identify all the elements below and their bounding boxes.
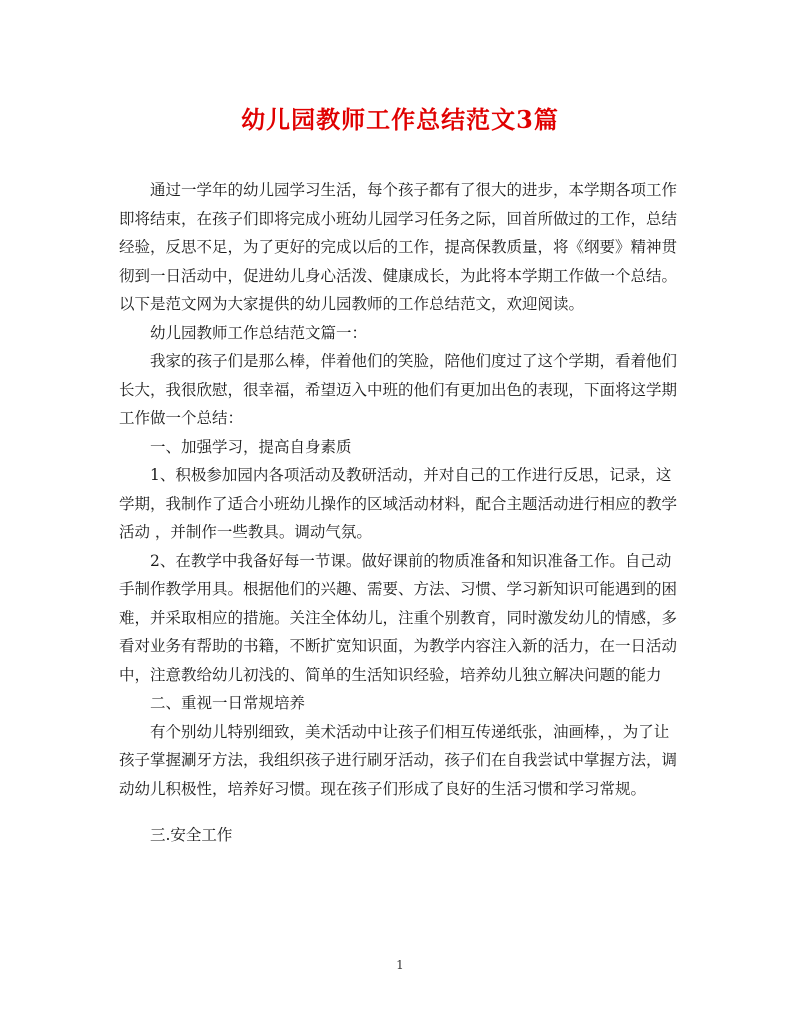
paragraph-study-1: 1、积极参加园内各项活动及教研活动，并对自己的工作进行反思，记录，这学期，我制作了适合小班幼儿操作的区域活动材料，配合主题活动进行相应的教学活动 ，并制作一些教具。调动气氛。 — [119, 466, 678, 541]
section-heading-article-one: 幼儿园教师工作总结范文篇一： — [150, 323, 368, 342]
paragraph-opening: 我家的孩子们是那么棒，伴着他们的笑脸，陪他们度过了这个学期，看着他们长大，我很欣慰，很幸福，希望迈入中班的他们有更加出色的表现，下面将这学期工作做一个总结： — [119, 352, 678, 427]
paragraph-study-2: 2、在教学中我备好每一节课。做好课前的物质准备和知识准备工作。自己动手制作教学用具。根据他们的兴趣、需要、方法、习惯、学习新知识可能遇到的困难，并采取相应的措施。关注全体幼儿，注重个别教育，同时激发幼儿的情感，多看对业务有帮助的书籍，不断扩宽知识面，为教学内容注入新的活力，在一日活动中，注意教给幼儿初浅的、简单的生活知识经验，培养幼儿独立解决问题的能力 — [119, 551, 678, 684]
section-heading-safety: 三.安全工作 — [150, 826, 233, 844]
section-heading-routine: 二、重视一日常规培养 — [150, 694, 306, 712]
paragraph-routine: 有个别幼儿特别细致，美术活动中让孩子们相互传递纸张，油画棒，，为了让孩子掌握涮牙方法，我组织孩子进行刷牙活动，孩子们在自我尝试中掌握方法，调动幼儿积极性，培养好习惯。现在孩子们形成了良好的生活习惯和学习常规。 — [119, 722, 678, 798]
page-title: 幼儿园教师工作总结范文3篇 — [241, 105, 559, 134]
document-body — [119, 176, 681, 850]
page-number: 1 — [396, 958, 404, 972]
paragraph-intro: 通过一学年的幼儿园学习生活，每个孩子都有了很大的进步，本学期各项工作即将结束，在孩子们即将完成小班幼儿园学习任务之际，回首所做过的工作，总结经验，反思不足，为了更好的完成以后的工作，提高保教质量，将《纲要》精神贯彻到一日活动中，促进幼儿身心活泼、健康成长，为此将本学期工作做一个总结。以下是范文网为大家提供的幼儿园教师的工作总结范文，欢迎阅读。 — [119, 181, 678, 313]
section-heading-study: 一、加强学习，提高自身素质 — [150, 437, 352, 456]
